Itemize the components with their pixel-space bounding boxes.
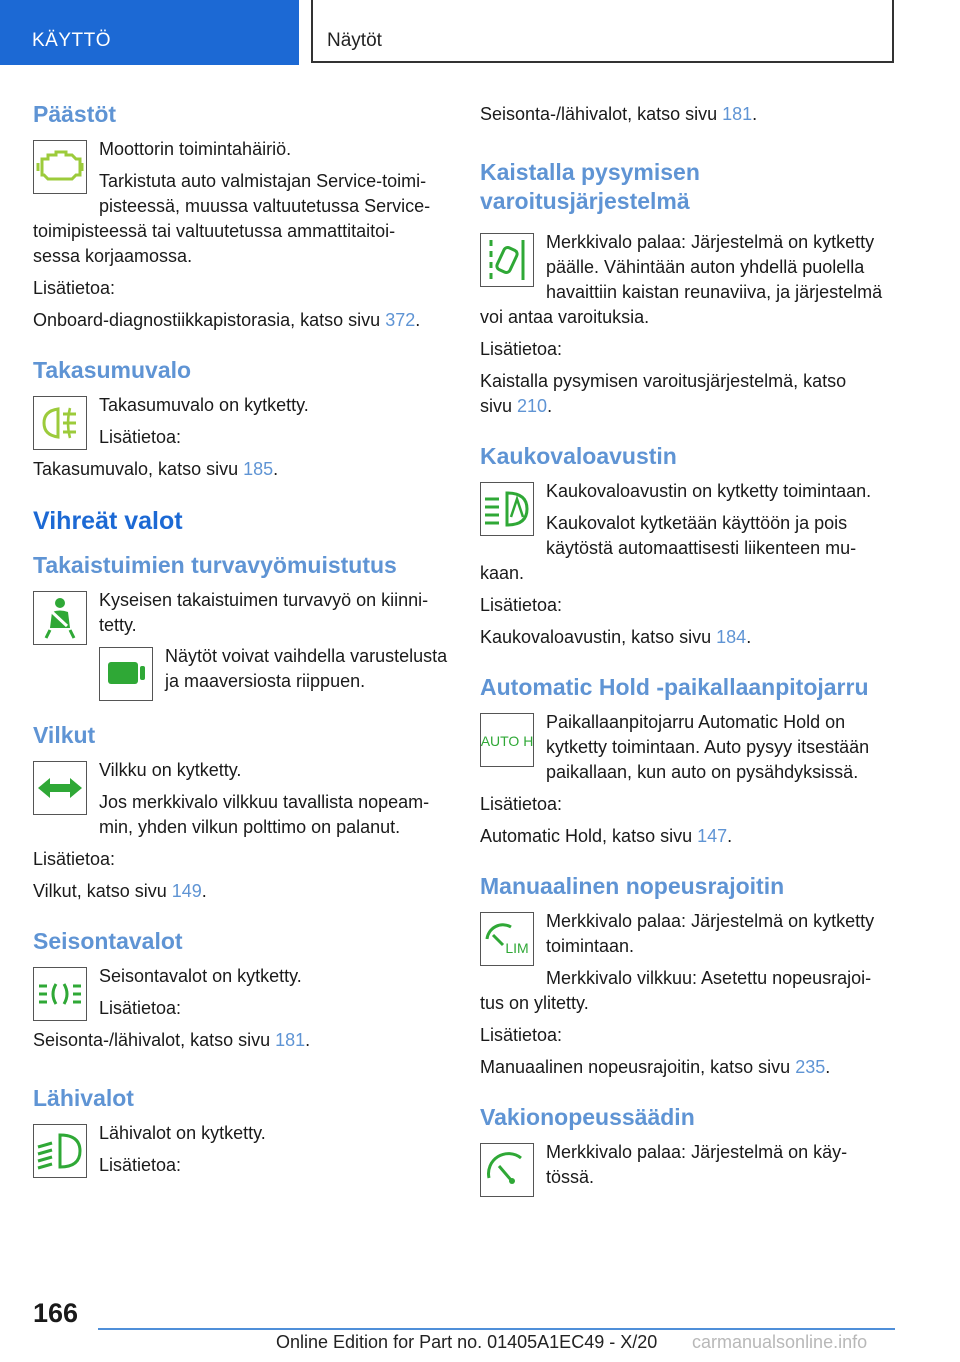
nopeusrajoitin-p2b: tus on ylitetty. [480,993,589,1013]
takasumuvalo-ref: Takasumuvalo, katso sivu [33,459,244,479]
vakionopeus-p1b: tössä. [546,1167,595,1187]
heading-kaukovalo: Kaukovaloavustin [480,443,677,469]
item-vakionopeus [480,1140,898,1196]
kaukovalo-p2b: käytöstä automaattisesti liikenteen mu- [546,538,857,558]
cruise-control-icon [480,1143,534,1197]
paastot-ref: Onboard-diagnostiikkapistorasia, katso sivu [33,310,386,330]
heading-kaista-1: Kaistalla pysymisen [480,159,700,185]
heading-lahivalot: Lähivalot [33,1085,134,1111]
seisontavalot-more: Lisätietoa: [99,998,182,1018]
item-kaista [480,230,898,305]
right-column: Seisonta-/lähivalot, katso sivu 181. Kaistalla pysymisen varoitusjärjestelmä Merkkivalo palaa: Järjestelmä on kytketty päälle. Vähintään auton yhdellä puolella havaittiin kaistan reunaviiva, ja järjestelmä voi antaa varoituksia. Lisätietoa: Kaistalla pysymisen varoitusjärjestelmä, katso sivu 210. Kaukovaloavustin Kaukovaloavustin on kytketty toimintaan. Kaukovalot kytketään käyttöön ja pois käytöstä automaattisesti liikenteen mu- kaan. Lisätietoa: Kaukovaloavustin, katso sivu 184. Automatic Hold -paikallaanpitojarru AUTO H Paikallaanpitojarru Automatic Hold on kytketty toimintaan. Auto pysyy itsestään paikallaan, kun auto on pysähdyksissä. Lisätietoa: Automatic Hold, katso sivu 147. Manuaalinen nopeusrajoitin LIM Merkkivalo palaa: Järjestelmä on kytketty toimintaan. Merkkivalo vilkkuu: Asetettu nopeusrajoi- tus on ylitetty. Lisätietoa: Manuaalinen nopeusrajoitin, katso sivu 235. Vakionopeussäädin Merkkivalo palaa: Järjestelmä on käy- tössä. [480,100,898,1201]
kaista-ref2: sivu [480,396,518,416]
left-column: Päästöt Moottorin toimintahäiriö. Tarkistuta auto valmistajan Service-toimi- pisteessä, muussa valtuutetussa Service- toimipisteessä tai valtuutetussa ammattitaitoi- sessa korjaamossa. Lisätietoa: Onboard-diagnostiikkapistorasia, katso sivu 372. Takasumuvalo Takasumuvalo on kytketty. Lisätietoa: Takasumuvalo, katso sivu 185. Vihreät valot Takaistuimien turvavyömuistutus Kyseisen takaistuimen turvavyö on kiinni- tetty. Näytöt voivat vaihdella varustelusta ja maaversiosta riippuen. Vilkut Vilkku on kytketty. Jos merkkivalo vilkkuu tavallista nopeam- min, yhden vilkun polttimo on palanut. Lisätietoa: Vilkut, katso sivu 149. Seisontavalot Seisontavalot on kytketty. Lisätietoa: Seisonta-/lähivalot, katso sivu 181. Lähivalot Lähivalot on kytketty. Lisätietoa: [33,100,451,1185]
heading-vakionopeus: Vakionopeussäädin [480,1104,695,1130]
page-link-235[interactable]: 235 [795,1057,826,1077]
heading-kaista-2: varoitusjärjestelmä [480,188,690,214]
takasumuvalo-more: Lisätietoa: [99,427,182,447]
item-kaukovalo [480,479,898,561]
page-link-147[interactable]: 147 [697,826,728,846]
paastot-more: Lisätietoa: [33,278,116,298]
heading-vihreat-valot: Vihreät valot [33,507,183,535]
paastot-p2b: pisteessä, muussa valtuutetussa Service- [99,196,431,216]
page-link-184[interactable]: 184 [716,627,747,647]
vilkut-p2b: min, yhden vilkun polttimo on palanut. [99,817,401,837]
rear-fog-light-icon [33,396,87,450]
kaista-p1d: voi antaa varoituksia. [480,307,650,327]
kaukovalo-p2a: Kaukovalot kytketään käyttöön ja pois [546,513,848,533]
vilkut-p1: Vilkku on kytketty. [99,760,242,780]
auto-hold-icon [480,713,534,767]
parking-light-icon [33,967,87,1021]
kaukovalo-more: Lisätietoa: [480,595,563,615]
vilkut-ref: Vilkut, katso sivu [33,881,172,901]
item-takasumuvalo: Takasumuvalo on kytketty. Lisätietoa: Takasumuvalo, katso sivu 185. [33,393,451,482]
page-link-210[interactable]: 210 [517,396,548,416]
autohold-p1a: Paikallaanpitojarru Automatic Hold on [546,712,846,732]
page-link-181[interactable]: 181 [275,1030,306,1050]
heading-turvavyo: Takaistuimien turvavyömuistutus [33,552,397,578]
autohold-p1b: kytketty toimintaan. Auto pysyy itsestään [546,737,870,757]
page-number: 166 [33,1298,79,1328]
kaukovalo-p2c: kaan. [480,563,525,583]
item-vilkut [33,758,451,840]
speed-limiter-icon [480,912,534,966]
footer-divider [98,1328,895,1330]
heading-vilkut: Vilkut [33,722,96,748]
item-seisontavalot: Seisontavalot on kytketty. Lisätietoa: Seisonta-/lähivalot, katso sivu 181. [33,964,451,1053]
vilkut-more: Lisätietoa: [33,849,116,869]
kaukovalo-p1: Kaukovaloavustin on kytketty toimintaan. [546,481,872,501]
low-beam-icon [33,1124,87,1178]
section-tab [0,0,299,65]
kaista-p1b: päälle. Vähintään auton yhdellä puolella [546,257,865,277]
heading-autohold: Automatic Hold -paikallaanpitojarru [480,674,869,700]
page-link-181-cont[interactable]: 181 [722,104,753,124]
seisontavalot-ref: Seisonta-/lähivalot, katso sivu [33,1030,276,1050]
item-turvavyo-2 [33,644,451,700]
turn-signal-icon [33,761,87,815]
kaista-more: Lisätietoa: [480,339,563,359]
vakionopeus-p1a: Merkkivalo palaa: Järjestelmä on käy- [546,1142,848,1162]
chapter-tab [311,0,894,63]
speed-limiter-icon-text: LIM [505,940,529,956]
turvavyo-p1a: Kyseisen takaistuimen turvavyö on kiinni- [99,590,429,610]
lahivalot-more: Lisätietoa: [99,1155,182,1175]
seisontavalot-p1: Seisontavalot on kytketty. [99,966,302,986]
chapter-title: Näytöt [327,30,382,51]
section-title: KÄYTTÖ [32,30,112,51]
item-lahivalot [33,1121,451,1178]
heading-seisontavalot: Seisontavalot [33,928,183,954]
item-autohold [480,710,898,785]
heading-paastot: Päästöt [33,101,117,127]
item-paastot [33,137,451,219]
nopeusrajoitin-more: Lisätietoa: [480,1025,563,1045]
page-link-372[interactable]: 372 [385,310,416,330]
nopeusrajoitin-ref: Manuaalinen nopeusrajoitin, katso sivu [480,1057,796,1077]
heading-nopeusrajoitin: Manuaalinen nopeusrajoitin [480,873,785,899]
engine-check-icon [33,140,87,194]
paastot-p2c: toimipisteessä tai valtuutetussa ammattitaitoi- [33,221,396,241]
nopeusrajoitin-p1b: toimintaan. [546,936,635,956]
seatbelt-icon [33,591,87,645]
heading-takasumuvalo: Takasumuvalo [33,357,192,383]
paastot-p1: Moottorin toimintahäiriö. [99,139,292,159]
footer-edition: Online Edition for Part no. 01405A1EC49 - X/20 [276,1332,658,1352]
watermark: carmanualsonline.info [692,1332,868,1352]
paastot-p2a: Tarkistuta auto valmistajan Service-toimi- [99,171,427,191]
kaista-p1a: Merkkivalo palaa: Järjestelmä on kytketty [546,232,875,252]
page-link-185[interactable]: 185 [243,459,274,479]
autohold-p1c: paikallaan, kun auto on pysähdyksissä. [546,762,859,782]
lahivalot-p1: Lähivalot on kytketty. [99,1123,266,1143]
kaista-ref1: Kaistalla pysymisen varoitusjärjestelmä, katso [480,371,847,391]
cont-ref: Seisonta-/lähivalot, katso sivu [480,104,723,124]
auto-hold-icon-text: AUTO H [481,733,533,749]
kaukovalo-ref: Kaukovaloavustin, katso sivu [480,627,717,647]
page-link-149[interactable]: 149 [171,881,202,901]
takasumuvalo-p1: Takasumuvalo on kytketty. [99,395,309,415]
autohold-ref: Automatic Hold, katso sivu [480,826,698,846]
item-turvavyo [33,588,451,644]
kaista-p1c: havaittiin kaistan reunaviiva, ja järjestelmä [546,282,883,302]
high-beam-assistant-icon [480,482,534,536]
vilkut-p2a: Jos merkkivalo vilkkuu tavallista nopeam- [99,792,430,812]
autohold-more: Lisätietoa: [480,794,563,814]
paastot-p2d: sessa korjaamossa. [33,246,193,266]
lane-departure-icon [480,233,534,287]
turvavyo-p2: Näytöt voivat vaihdella varustelusta ja maaversiosta riippuen. [165,646,448,691]
turvavyo-p1b: tetty. [99,615,137,635]
item-nopeusrajoitin [480,909,898,991]
nopeusrajoitin-p2a: Merkkivalo vilkkuu: Asetettu nopeusrajoi- [546,968,872,988]
nopeusrajoitin-p1a: Merkkivalo palaa: Järjestelmä on kytketty [546,911,875,931]
rear-seat-icon [99,647,153,701]
